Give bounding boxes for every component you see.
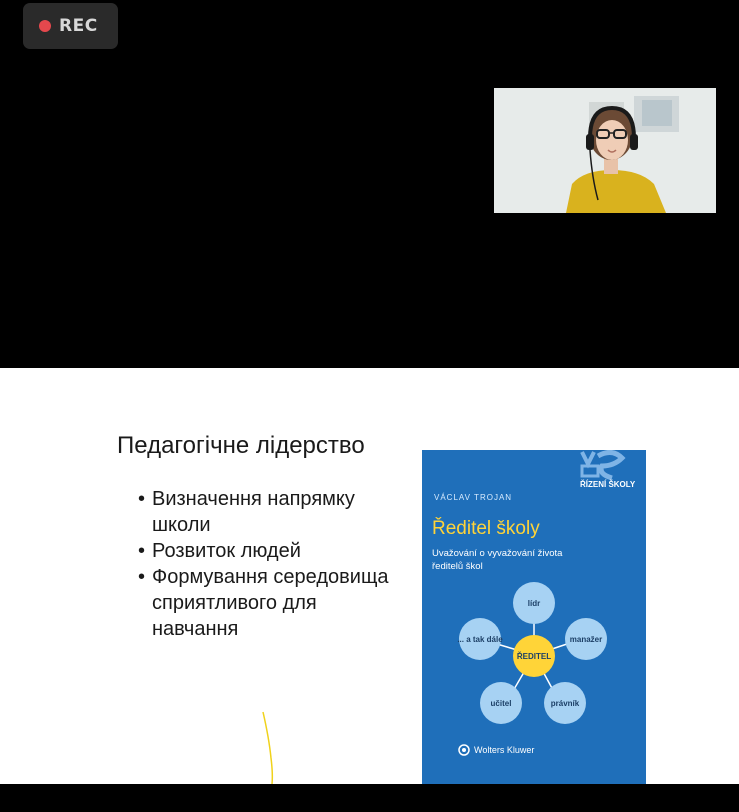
participant-video-image (494, 88, 716, 213)
publisher-name: Wolters Kluwer (474, 745, 535, 755)
diagram-node-label: právník (550, 699, 580, 708)
publisher-logo (458, 744, 534, 756)
annotation-pen-stroke (255, 708, 285, 788)
diagram-node-label: učitel (490, 699, 512, 708)
book-cover-image (422, 450, 646, 784)
slide-title: Педагогічне лідерство (117, 432, 365, 459)
slide-bullet-list (138, 486, 398, 642)
diagram-node-label: ... a tak dále (457, 635, 503, 644)
participant-video[interactable] (494, 88, 716, 213)
bottom-letterbox (0, 784, 739, 812)
recording-label: REC (59, 16, 98, 36)
book-author: VÁCLAV TROJAN (434, 493, 513, 502)
diagram-center-label: ŘEDITEL (516, 652, 552, 661)
bullet-item: • Розвиток людей (138, 538, 398, 564)
book-title: Ředitel školy (432, 518, 540, 539)
diagram-node-label: manažer (569, 635, 603, 644)
record-dot-icon (39, 20, 51, 32)
book-series-label: ŘÍZENÍ ŠKOLY (580, 480, 636, 489)
bullet-item: • Формування середовища сприятливого для навчання (138, 564, 398, 642)
publisher-mark-icon (458, 744, 470, 756)
recording-indicator[interactable] (23, 3, 118, 49)
book-subtitle: Uvažování o vyvažování života ředitelů škol (432, 548, 563, 572)
bullet-item: • Визначення напрямку школи (138, 486, 398, 538)
diagram-node-label: lídr (527, 599, 541, 608)
shared-slide (0, 368, 739, 784)
